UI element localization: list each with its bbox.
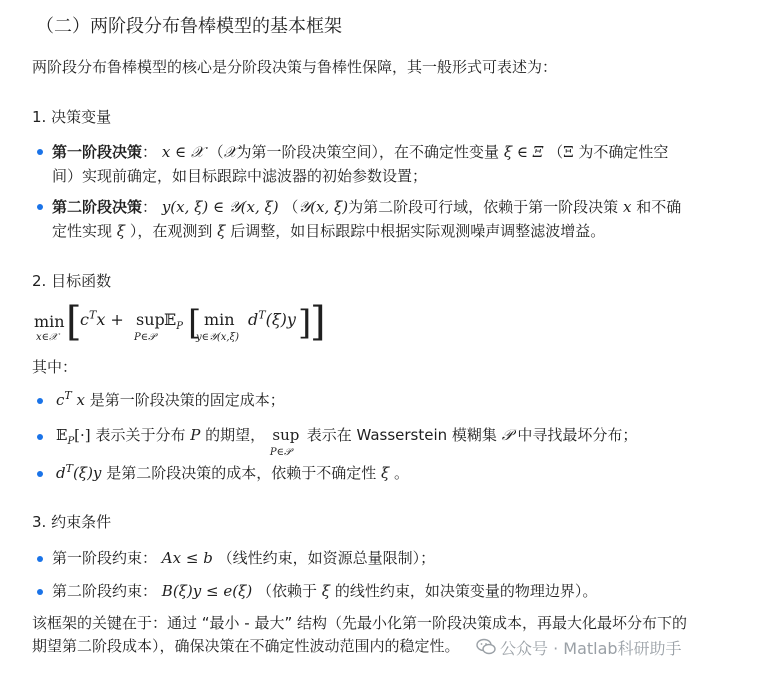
- bullet-dot: [37, 204, 43, 210]
- item-second-cost: $d^T(\xi)y$ 是第二阶段决策的成本，依赖于不确定性 ξ 。: [56, 462, 410, 482]
- section-title: （二）两阶段分布鲁棒模型的基本框架: [36, 16, 342, 37]
- bullet-dot: [37, 398, 43, 404]
- heading-objective: 2. 目标函数: [32, 272, 112, 290]
- inner-left-bracket: [: [188, 303, 202, 343]
- heading-decision-variables: 1. 决策变量: [32, 108, 112, 126]
- intro-text: 两阶段分布鲁棒模型的核心是分阶段决策与鲁棒性保障，其一般形式可表述为：: [32, 58, 558, 76]
- bullet-dot: [37, 556, 43, 562]
- bullet-dot: [37, 434, 43, 440]
- constraint-second-stage: 第二阶段约束： B(ξ)y ≤ e(ξ) （依赖于 ξ 的线性约束，如决策变量的物理边界）。: [52, 582, 598, 600]
- left-bracket: [: [66, 299, 82, 345]
- watermark-text: 公众号 · Matlab科研助手: [500, 639, 682, 658]
- where-label: 其中：: [32, 358, 78, 376]
- conclusion-line2: 期望第二阶段成本），确保决策在不确定性波动范围内的稳定性。: [32, 637, 460, 655]
- item-fixed-cost: $c^T$ x 是第一阶段决策的固定成本；: [56, 389, 285, 409]
- inner-right-bracket: ]: [298, 303, 312, 343]
- item-expectation: 𝔼$_P$[·] 表示关于分布 P 的期望， sup P∈𝒫 表示在 Wasserstein 模糊集 𝒫 中寻找最坏分布；: [56, 426, 638, 458]
- first-stage-line1: 第一阶段决策： x ∈ 𝒳 （𝒳为第一阶段决策空间），在不确定性变量 ξ ∈ Ξ （Ξ 为不确定性空: [52, 143, 669, 161]
- second-stage-line1: 第二阶段决策： y(x, ξ) ∈ 𝒴(x, ξ) （𝒴(x, ξ)为第二阶段可行域，依赖于第一阶段决策 x 和不确: [52, 198, 682, 216]
- bullet-dot: [37, 471, 43, 477]
- bullet-dot: [37, 149, 43, 155]
- objective-formula: min x∈𝒳 [ $c^Tx$ + sup P∈𝒫 𝔼$_P$ [ min y∈𝒴(x,ξ) $d^T(\xi)y$ ] ]: [34, 299, 326, 345]
- heading-constraints: 3. 约束条件: [32, 513, 112, 531]
- wechat-icon: [476, 638, 496, 656]
- bullet-dot: [37, 589, 43, 595]
- conclusion-line1: 该框架的关键在于：通过 “最小 - 最大” 结构（先最小化第一阶段决策成本，再最大化最坏分布下的: [32, 614, 688, 632]
- second-stage-line2: 定性实现 ξ ），在观测到 ξ 后调整，如目标跟踪中根据实际观测噪声调整滤波增益。: [52, 222, 606, 240]
- right-bracket: ]: [310, 299, 326, 345]
- constraint-first-stage: 第一阶段约束： Ax ≤ b （线性约束，如资源总量限制）；: [52, 549, 436, 567]
- first-stage-line2: 间）实现前确定，如目标跟踪中滤波器的初始参数设置；: [52, 167, 428, 185]
